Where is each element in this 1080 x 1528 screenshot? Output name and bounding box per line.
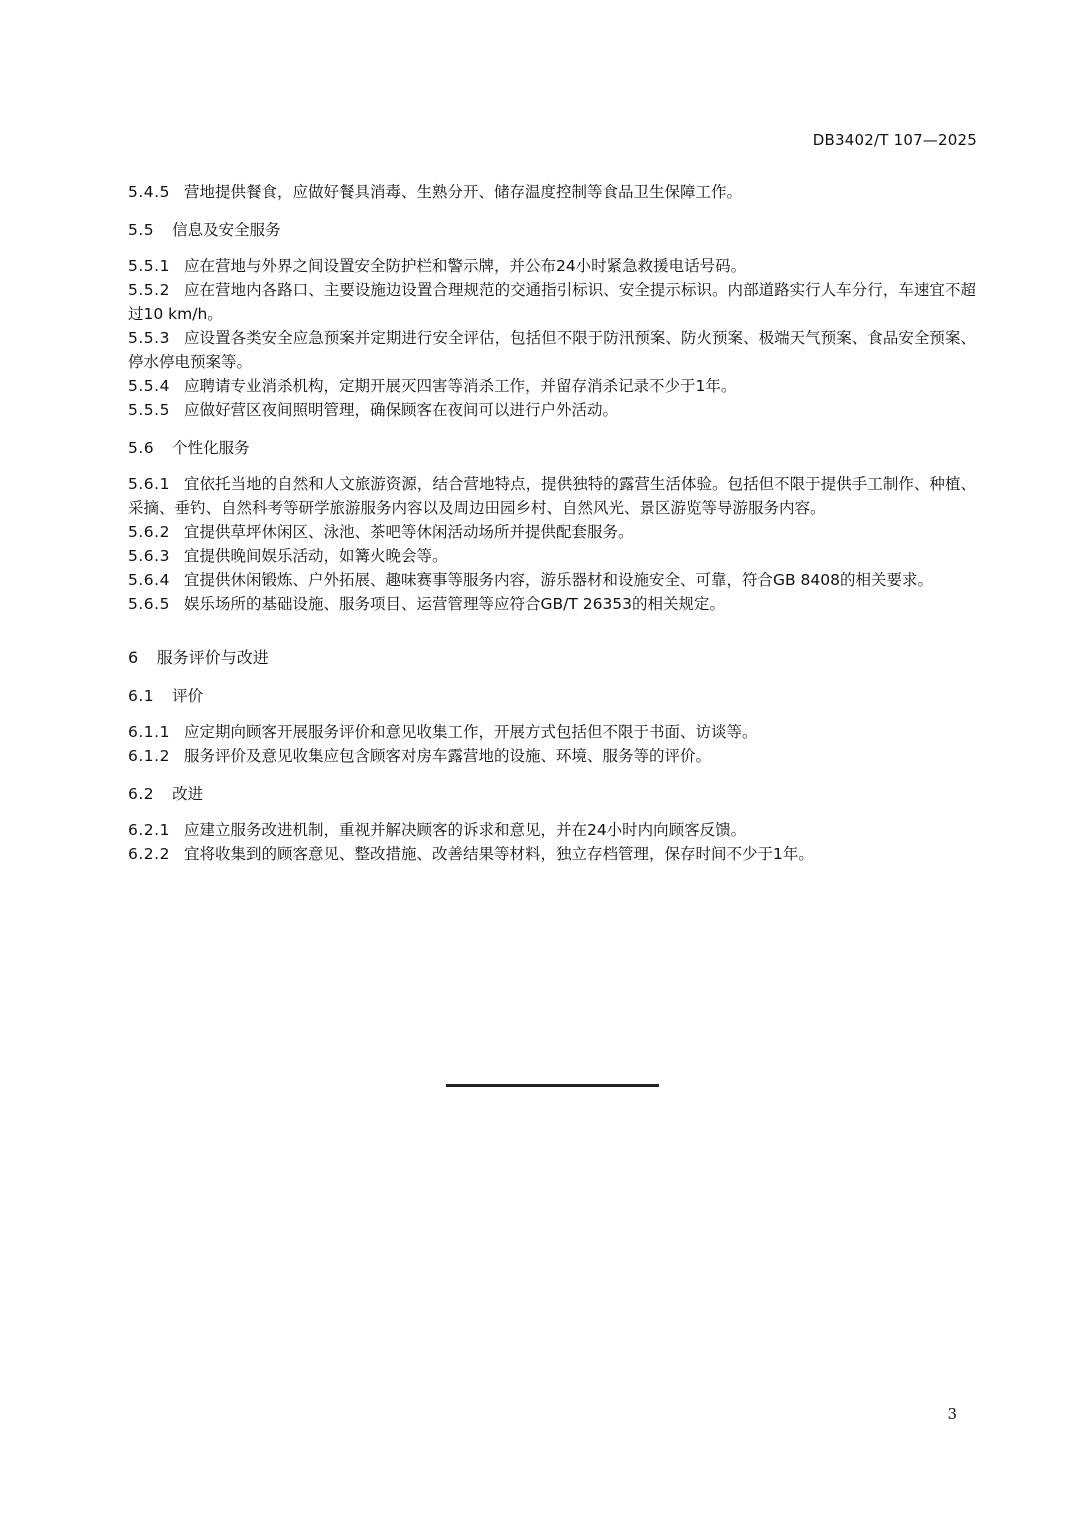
- clause-text: 宜将收集到的顾客意见、整改措施、改善结果等材料，独立存档管理，保存时间不少于1年。: [183, 845, 814, 863]
- clause-text: 应定期向顾客开展服务评价和意见收集工作，开展方式包括但不限于书面、访谈等。: [183, 723, 758, 741]
- section-title: 改进: [172, 785, 204, 803]
- chapter-heading-6: [128, 646, 976, 670]
- section-number: 6.1: [128, 687, 155, 705]
- clause-5-5-4: [128, 374, 976, 398]
- clause-text: 宜提供晚间娱乐活动，如篝火晚会等。: [183, 547, 448, 565]
- clause-number: 6.2.2: [128, 845, 170, 863]
- clause-text: 宜依托当地的自然和人文旅游资源，结合营地特点，提供独特的露营生活体验。包括但不限于提供手工制作、种植、采摘、垂钓、自然科考等研学旅游服务内容以及周边田园乡村、自然风光、景区游览等导游服务内容。: [128, 475, 976, 517]
- clause-6-1-1: [128, 720, 976, 744]
- clause-number: 5.6.5: [128, 595, 170, 613]
- clause-number: 5.5.5: [128, 401, 170, 419]
- clause-number: 5.5.3: [128, 329, 170, 347]
- section-number: 5.5: [128, 221, 155, 239]
- clause-number: 5.5.4: [128, 377, 170, 395]
- section-heading-6-2: [128, 782, 976, 806]
- clause-5-5-1: [128, 254, 976, 278]
- clause-number: 5.6.3: [128, 547, 170, 565]
- clause-5-6-3: [128, 544, 976, 568]
- clause-5-6-1: [128, 472, 976, 520]
- clause-6-2-2: [128, 842, 976, 866]
- clause-5-5-3: [128, 326, 976, 374]
- section-number: 5.6: [128, 439, 155, 457]
- clause-5-5-2: [128, 278, 976, 326]
- clause-text: 应聘请专业消杀机构，定期开展灭四害等消杀工作，并留存消杀记录不少于1年。: [183, 377, 737, 395]
- section-heading-6-1: [128, 684, 976, 708]
- document-code: DB3402/T 107—2025: [812, 131, 977, 149]
- clause-6-2-1: [128, 818, 976, 842]
- clause-text: 应设置各类安全应急预案并定期进行安全评估，包括但不限于防汛预案、防火预案、极端天气预案、食品安全预案、停水停电预案等。: [128, 329, 976, 371]
- clause-6-1-2: [128, 744, 976, 768]
- document-body: [128, 180, 976, 866]
- clause-text: 应在营地与外界之间设置安全防护栏和警示牌，并公布24小时紧急救援电话号码。: [183, 257, 747, 275]
- clause-text: 宜提供休闲锻炼、户外拓展、趣味赛事等服务内容，游乐器材和设施安全、可靠，符合GB 8408的相关要求。: [183, 571, 933, 589]
- clause-text: 营地提供餐食，应做好餐具消毒、生熟分开、储存温度控制等食品卫生保障工作。: [183, 183, 742, 201]
- clause-text: 娱乐场所的基础设施、服务项目、运营管理等应符合GB/T 26353的相关规定。: [183, 595, 726, 613]
- clause-5-6-2: [128, 520, 976, 544]
- clause-5-6-4: [128, 568, 976, 592]
- clause-text: 服务评价及意见收集应包含顾客对房车露营地的设施、环境、服务等的评价。: [183, 747, 711, 765]
- section-heading-5-5: [128, 218, 976, 242]
- end-of-document-rule: [446, 1084, 659, 1087]
- clause-number: 5.6.4: [128, 571, 170, 589]
- clause-5-5-5: [128, 398, 976, 422]
- page-number: 3: [947, 1405, 957, 1423]
- chapter-title: 服务评价与改进: [156, 648, 269, 667]
- chapter-number: 6: [128, 648, 139, 667]
- clause-text: 应在营地内各路口、主要设施边设置合理规范的交通指引标识、安全提示标识。内部道路实行人车分行，车速宜不超过10 km/h。: [128, 281, 976, 323]
- clause-number: 6.1.2: [128, 747, 170, 765]
- section-number: 6.2: [128, 785, 155, 803]
- clause-5-4-5: [128, 180, 976, 204]
- clause-number: 6.1.1: [128, 723, 170, 741]
- section-title: 信息及安全服务: [172, 221, 281, 239]
- section-title: 个性化服务: [172, 439, 250, 457]
- clause-text: 应建立服务改进机制，重视并解决顾客的诉求和意见，并在24小时内向顾客反馈。: [183, 821, 747, 839]
- clause-text: 宜提供草坪休闲区、泳池、茶吧等休闲活动场所并提供配套服务。: [183, 523, 634, 541]
- clause-number: 5.4.5: [128, 183, 170, 201]
- clause-number: 5.6.1: [128, 475, 170, 493]
- clause-number: 5.5.2: [128, 281, 170, 299]
- section-title: 评价: [172, 687, 204, 705]
- clause-number: 5.6.2: [128, 523, 170, 541]
- section-heading-5-6: [128, 436, 976, 460]
- clause-5-6-5: [128, 592, 976, 616]
- clause-number: 6.2.1: [128, 821, 170, 839]
- clause-number: 5.5.1: [128, 257, 170, 275]
- clause-text: 应做好营区夜间照明管理，确保顾客在夜间可以进行户外活动。: [183, 401, 618, 419]
